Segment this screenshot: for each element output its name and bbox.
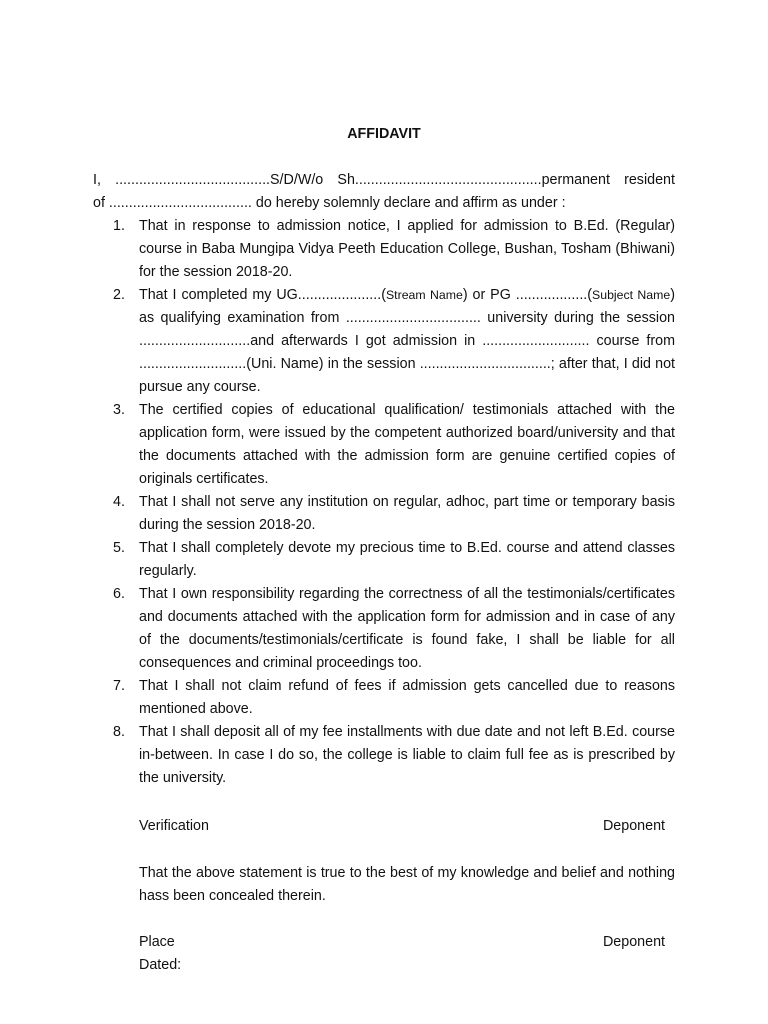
- item-2-part-c: ) as qualifying examination from .................................. university during the session ............................and afterwards I got admission in ........................... course from ...........................(Uni. Name) in the session .................................; after that, I did not pursue any course.: [139, 287, 675, 395]
- item-text: That I shall not serve any institution on regular, adhoc, part time or temporary basis during the session 2018-20.: [139, 494, 675, 533]
- intro-resident: resident: [624, 172, 675, 188]
- verification-row: [139, 816, 665, 836]
- deponent-label: Deponent: [602, 818, 665, 834]
- place-label: Place: [139, 934, 175, 950]
- intro-line-2: of .................................... do hereby solemnly declare and affirm as under :: [93, 195, 566, 211]
- item-number: 1.: [113, 218, 125, 234]
- list-item: [0, 215, 768, 284]
- item-number: 3.: [113, 402, 125, 418]
- item-text: That I own responsibility regarding the correctness of all the testimonials/certificates and documents attached with the application form for admission and in case of any of the documents/testimonials/certificate is found fake, I shall be liable for all consequences and criminal proceedings too.: [139, 586, 675, 671]
- place-row: [139, 932, 665, 952]
- item-2-part-b: ) or PG ..................(: [462, 287, 593, 303]
- document-title: AFFIDAVIT: [347, 126, 421, 142]
- item-number: 7.: [113, 678, 125, 694]
- list-item: [0, 721, 768, 790]
- item-number: 8.: [113, 724, 125, 740]
- item-number: 2.: [113, 287, 125, 303]
- item-text: [139, 284, 675, 399]
- item-text: That I shall completely devote my precious time to B.Ed. course and attend classes regularly.: [139, 540, 675, 579]
- verification-label: Verification: [139, 818, 209, 834]
- intro-i: I,: [93, 172, 101, 188]
- item-text: The certified copies of educational qualification/ testimonials attached with the application form, were issued by the competent authorized board/university and that the documents attached with the admission form are genuine certified copies of originals certificates.: [139, 402, 675, 487]
- intro-sh: Sh...............................................permanent: [337, 172, 610, 188]
- list-item: [0, 675, 768, 721]
- item-number: 4.: [113, 494, 125, 510]
- intro-sdw: .......................................S/D/W/o: [115, 172, 324, 188]
- item-text: That I shall not claim refund of fees if admission gets cancelled due to reasons mentioned above.: [139, 678, 675, 717]
- intro-line-1: [93, 169, 675, 192]
- item-text: That in response to admission notice, I applied for admission to B.Ed. (Regular) course in Baba Mungipa Vidya Peeth Education College, Bushan, Tosham (Bhiwani) for the session 2018-20.: [139, 218, 675, 280]
- verification-statement: That the above statement is true to the best of my knowledge and belief and nothing hass been concealed therein.: [139, 865, 675, 904]
- subject-name-label: Subject Name: [592, 288, 671, 302]
- list-item: [0, 399, 768, 491]
- item-text: That I shall deposit all of my fee installments with due date and not left B.Ed. course in-between. In case I do so, the college is liable to claim full fee as is prescribed by the university.: [139, 724, 675, 786]
- item-2-part-a: That I completed my UG.....................(: [139, 287, 386, 303]
- stream-name-label: Stream Name: [385, 288, 463, 302]
- declaration-list: [0, 215, 768, 790]
- deponent-label: Deponent: [602, 934, 665, 950]
- item-number: 6.: [113, 586, 125, 602]
- list-item: [0, 491, 768, 537]
- intro-paragraph: [93, 169, 675, 215]
- dated-label: Dated:: [139, 957, 182, 973]
- list-item: [0, 284, 768, 399]
- item-number: 5.: [113, 540, 125, 556]
- list-item: [0, 583, 768, 675]
- list-item: [0, 537, 768, 583]
